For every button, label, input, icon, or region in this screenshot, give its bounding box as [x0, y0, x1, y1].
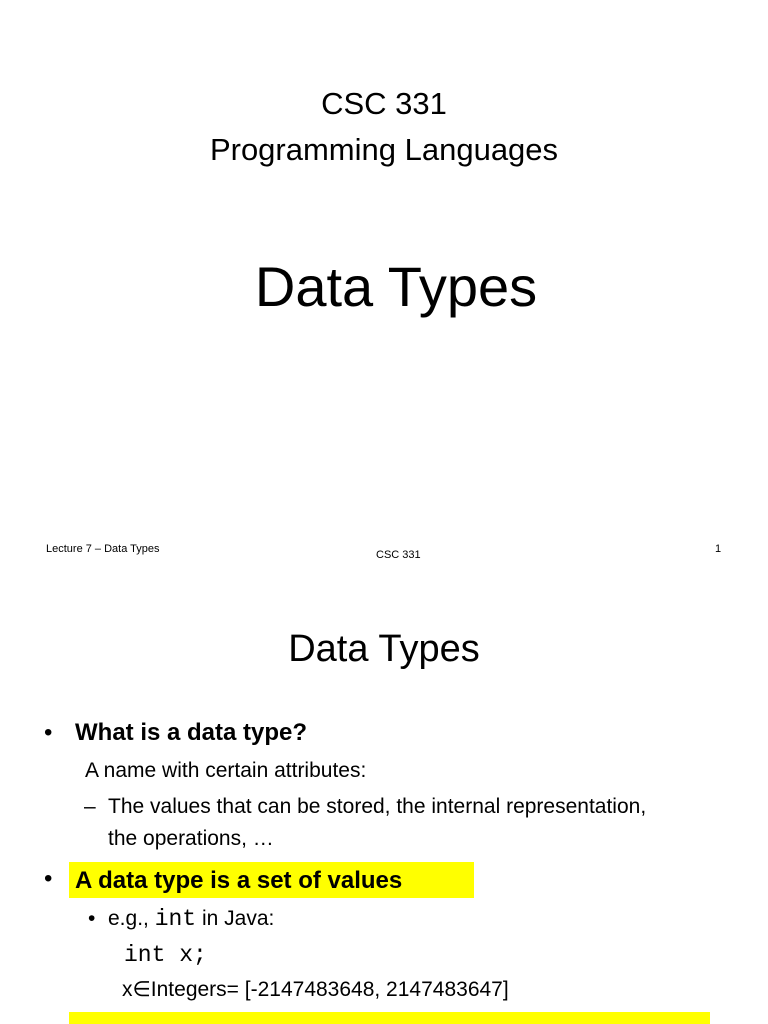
slide-title: Data Types: [254, 255, 538, 318]
course-name: Programming Languages: [209, 132, 559, 167]
example-line: [108, 905, 274, 933]
sub-bullet-line: the operations, …: [108, 827, 274, 850]
bullet-icon: •: [44, 719, 53, 746]
page-number: 1: [715, 543, 722, 555]
slide-title: Data Types: [288, 628, 480, 670]
bullet-heading: What is a data type?: [75, 719, 308, 746]
example-prefix: e.g.,: [108, 907, 155, 930]
footer-course: CSC 331: [376, 549, 421, 561]
example-suffix: in Java:: [196, 907, 275, 930]
code-line: int x;: [124, 942, 207, 968]
footer-lecture: Lecture 7 – Data Types: [46, 543, 160, 555]
bullet-icon: •: [44, 865, 53, 892]
content-slide: [0, 576, 768, 1024]
bullet-icon: •: [88, 907, 96, 930]
bullet-subtext: A name with certain attributes:: [85, 759, 367, 782]
course-code: CSC 331: [321, 86, 447, 121]
highlight-box: [69, 1012, 710, 1024]
range-line: x∈Integers= [-2147483648, 2147483647]: [122, 978, 509, 1001]
code-keyword: int: [154, 906, 197, 932]
sub-bullet-line: The values that can be stored, the internal representation,: [108, 795, 647, 818]
bullet-heading: A data type is a set of values: [75, 867, 403, 894]
dash-icon: –: [84, 795, 96, 818]
